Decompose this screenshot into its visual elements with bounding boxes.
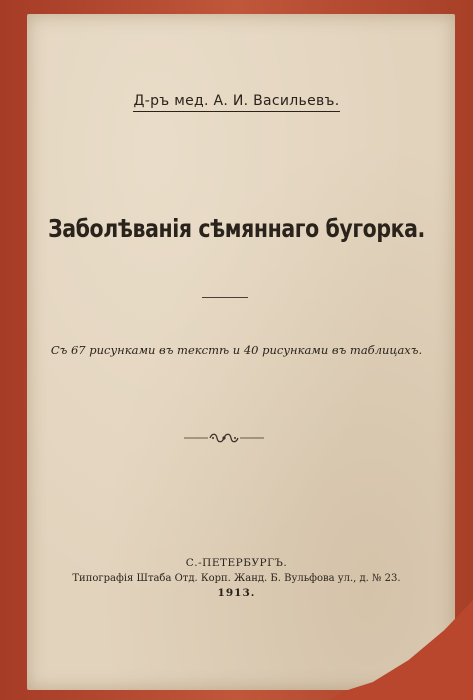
author-name: Д-ръ мед. А. И. Васильевъ.: [133, 93, 339, 112]
book-subtitle: Съ 67 рисунками въ текстѣ и 40 рисунками въ таблицахъ.: [50, 343, 423, 357]
author-line: [0, 93, 473, 109]
book-title: Заболѣванія сѣмяннаго бугорка.: [48, 214, 425, 243]
imprint-year: 1913.: [217, 587, 256, 599]
ornament-icon: [184, 431, 264, 445]
imprint-printer: Типографія Штаба Отд. Корп. Жанд. Б. Вульфова ул., д. № 23.: [72, 573, 401, 584]
imprint-city: С.-ПЕТЕРБУРГЪ.: [185, 557, 288, 569]
title-divider: [202, 297, 248, 298]
